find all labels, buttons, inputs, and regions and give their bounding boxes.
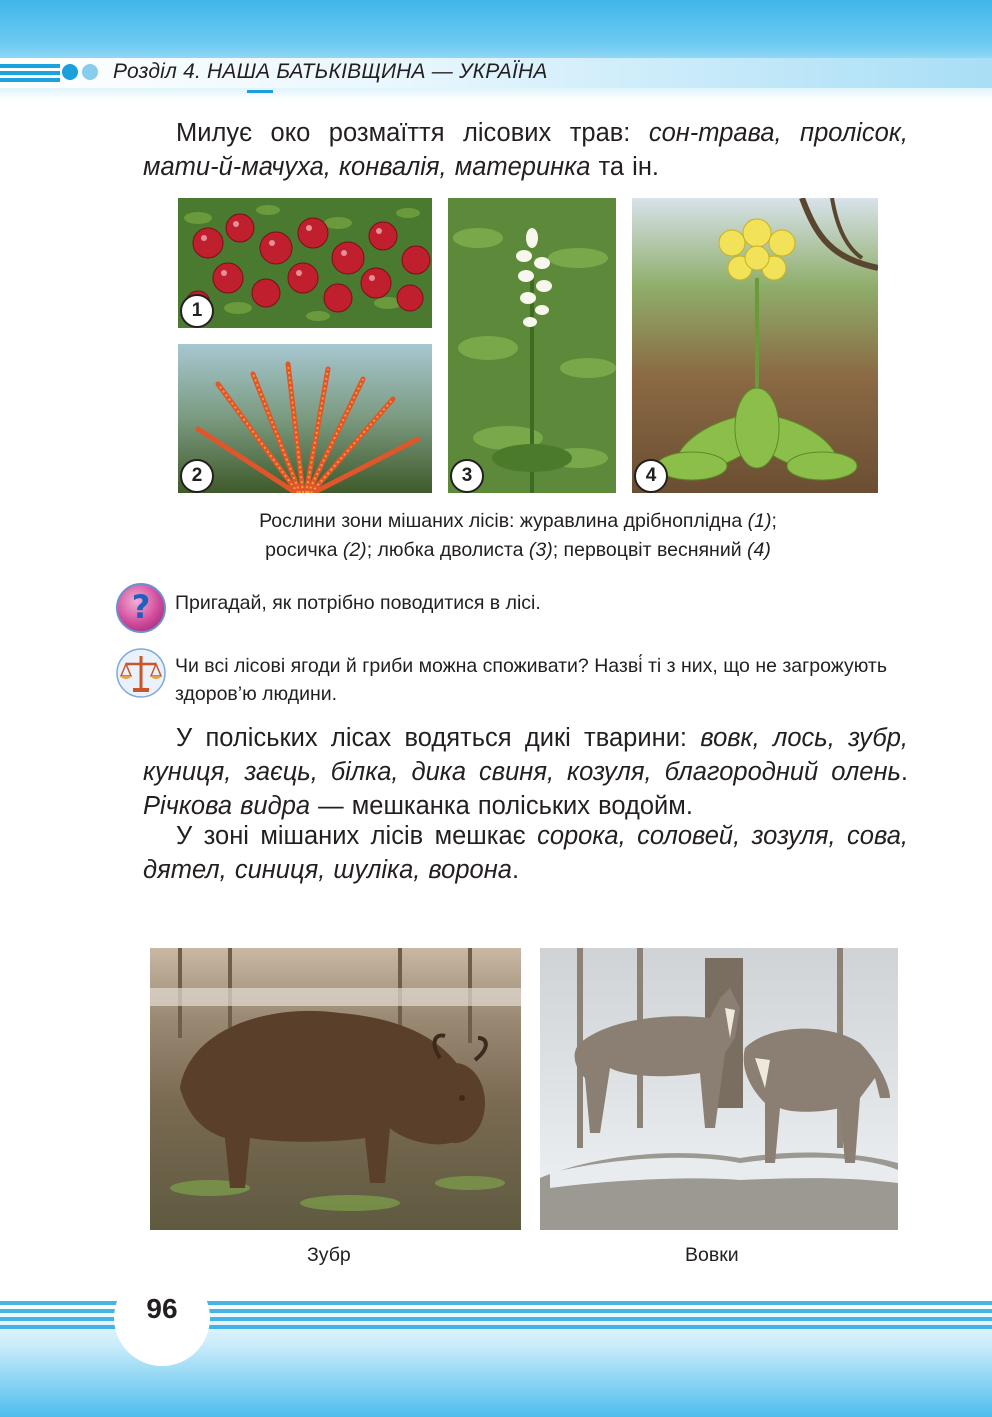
intro-plants-list: сон-трава, пролісок, мати-й-мачуха, конвалія, материнка bbox=[143, 119, 908, 181]
caption-text: ; bbox=[771, 510, 777, 532]
footer-decor-lines bbox=[0, 1301, 120, 1331]
orchid-illustration bbox=[448, 198, 616, 493]
bison-illustration bbox=[150, 948, 521, 1230]
photo-bison bbox=[150, 948, 521, 1230]
header-dot bbox=[62, 64, 78, 80]
footer-decor-lines bbox=[205, 1301, 992, 1331]
animals-paragraph bbox=[143, 721, 908, 823]
header-decor-lines bbox=[0, 64, 60, 84]
caption-text: Рослини зони мішаних лісів: журавлина дрібноплідна bbox=[259, 510, 748, 532]
cranberry-illustration bbox=[178, 198, 432, 328]
photo-badge: 3 bbox=[450, 459, 484, 493]
page-number: 96 bbox=[146, 1293, 178, 1324]
para-text: . bbox=[511, 856, 520, 884]
wolves-illustration bbox=[540, 948, 898, 1230]
photo-orchid bbox=[448, 198, 616, 493]
birds-list: сорока, соловей, зозуля, сова, дятел, синиця, шуліка, ворона bbox=[143, 822, 908, 884]
caption-ref: (4) bbox=[747, 539, 771, 561]
header-dot bbox=[82, 64, 98, 80]
wolves-caption: Вовки bbox=[685, 1244, 739, 1266]
animals-list: вовк, лось, зубр, куниця, заєць, білка, дика свиня, козуля, благородний олень bbox=[143, 724, 908, 786]
question-text: Пригадай, як потрібно поводитися в лісі. bbox=[175, 592, 541, 614]
photo-primrose bbox=[632, 198, 878, 493]
para-text: У поліських лісах водяться дикі тварини: bbox=[176, 724, 701, 752]
caption-text: ; любка дволиста bbox=[366, 539, 529, 561]
photo-sundew bbox=[178, 344, 432, 493]
photo-badge: 1 bbox=[180, 294, 214, 328]
primrose-illustration bbox=[632, 198, 878, 493]
intro-paragraph bbox=[143, 116, 908, 184]
para-text: У зоні мішаних лісів мешкає bbox=[176, 822, 538, 850]
intro-tail: та ін. bbox=[590, 153, 659, 181]
header-underline bbox=[247, 90, 273, 93]
para-text: — мешканка поліських водойм. bbox=[310, 792, 693, 820]
plants-caption bbox=[150, 507, 886, 565]
caption-ref: (2) bbox=[342, 539, 367, 561]
bison-caption: Зубр bbox=[307, 1244, 351, 1266]
photo-wolves bbox=[540, 948, 898, 1230]
scales-icon bbox=[116, 648, 166, 698]
chapter-title: Розділ 4. НАША БАТЬКІВЩИНА — УКРАЇНА bbox=[113, 60, 548, 83]
para-text: . bbox=[900, 758, 908, 786]
intro-text: Милує око розмаїття лісових трав: bbox=[176, 119, 649, 147]
task-text: Чи всі лісові ягоди й гриби можна споживати? Назві́ ті з них, що не загрожують здоров’ю людини. bbox=[175, 655, 888, 705]
birds-paragraph bbox=[143, 819, 908, 887]
plants-caption-line2 bbox=[150, 536, 886, 565]
caption-ref: (1) bbox=[747, 510, 772, 532]
plants-caption-line1 bbox=[150, 507, 886, 536]
photo-badge: 2 bbox=[180, 459, 214, 493]
otter-term: Річкова видра bbox=[143, 792, 311, 820]
sundew-illustration bbox=[178, 344, 432, 493]
caption-ref: (3) bbox=[528, 539, 553, 561]
photo-cranberry bbox=[178, 198, 432, 328]
photo-badge: 4 bbox=[634, 459, 668, 493]
caption-text: росичка bbox=[265, 539, 343, 561]
caption-text: ; первоцвіт весняний bbox=[552, 539, 748, 561]
question-mark-icon: ? bbox=[116, 583, 166, 633]
